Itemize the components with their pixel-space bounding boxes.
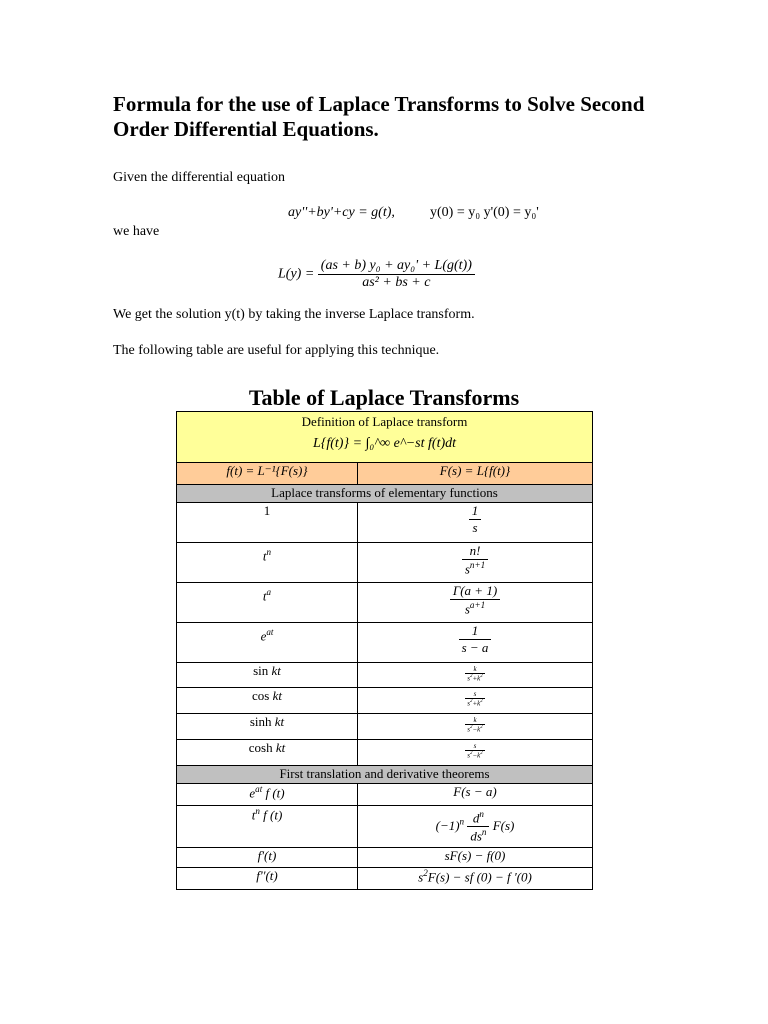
section-translation: First translation and derivative theorems	[177, 766, 593, 784]
F-cell: $\frac{k}{s^2-k^2}$	[358, 714, 593, 740]
F-cell: $\frac{k}{s^2+k^2}$	[358, 663, 593, 688]
definition-label: Definition of Laplace transform	[301, 414, 468, 429]
table-row	[177, 583, 593, 623]
table-row	[177, 714, 593, 740]
definition-formula: L{f(t)} = ∫₀^∞ e^−st f(t)dt	[312, 436, 457, 451]
solution-text: We get the solution y(t) by taking the inverse Laplace transform.	[113, 307, 475, 322]
F-cell: sF(s) − f(0)	[358, 848, 593, 868]
f-cell: sin kt	[177, 663, 358, 688]
table-row	[177, 868, 593, 890]
table-title: Table of Laplace Transforms	[248, 385, 520, 410]
given-text: Given the differential equation	[113, 170, 285, 185]
F-cell: F(s − a)	[358, 784, 593, 806]
table-row	[177, 623, 593, 663]
table-row	[177, 848, 593, 868]
f-cell: $t^n$	[177, 543, 358, 583]
f-cell: $e^{at}$ f (t)	[177, 784, 358, 806]
F-cell: $\frac{1}{s}$	[358, 503, 593, 543]
definition-cell	[177, 412, 593, 463]
section-elementary: Laplace transforms of elementary functions	[177, 485, 593, 503]
initial-conditions: y(0) = y₀ y'(0) = y₀'	[430, 205, 539, 220]
f-cell: $t^n$ f (t)	[177, 806, 358, 848]
table-row	[177, 688, 593, 714]
table-row	[177, 503, 593, 543]
we-have-text: we have	[113, 224, 160, 239]
F-cell: $\frac{n!}{s^{n+1}}$	[358, 543, 593, 583]
f-cell: cosh kt	[177, 740, 358, 766]
F-cell: $\frac{\Gamma(a + 1)}{s^{a+1}}$	[358, 583, 593, 623]
F-cell: $\frac{s}{s^2-k^2}$	[358, 740, 593, 766]
F-cell: $\frac{1}{s - a}$	[358, 623, 593, 663]
ly-lhs: L(y) =	[278, 266, 315, 282]
f-cell: 1	[177, 503, 358, 543]
f-cell: $e^{at}$	[177, 623, 358, 663]
f-cell: sinh kt	[177, 714, 358, 740]
useful-text: The following table are useful for applying this technique.	[113, 343, 440, 358]
col-right-header: F(s) = L{f(t)}	[358, 463, 593, 485]
laplace-solution-formula	[278, 258, 475, 291]
f-cell: cos kt	[177, 688, 358, 714]
table-row	[177, 740, 593, 766]
table-row	[177, 543, 593, 583]
ly-numerator: (as + b) y₀ + ay₀' + L(g(t))	[318, 258, 475, 275]
table-row	[177, 806, 593, 848]
ly-denominator: as² + bs + c	[362, 275, 431, 290]
ode-equation: ay''+by'+cy = g(t),	[288, 205, 395, 220]
table-row	[177, 663, 593, 688]
laplace-table	[176, 411, 593, 890]
F-cell: $(-1)^n$ $\frac{d^n}{ds^n}$ F(s)	[358, 806, 593, 848]
f-cell: f'(t)	[177, 848, 358, 868]
F-cell: $s^2F(s)$ − sf (0) − f '(0)	[358, 868, 593, 890]
col-left-header: f(t) = L⁻¹{F(s)}	[177, 463, 358, 485]
F-cell: $\frac{s}{s^2+k^2}$	[358, 688, 593, 714]
f-cell: f''(t)	[177, 868, 358, 890]
f-cell: $t^a$	[177, 583, 358, 623]
page-title: Formula for the use of Laplace Transforms to Solve Second Order Differential Equations.	[113, 92, 645, 141]
table-row	[177, 784, 593, 806]
